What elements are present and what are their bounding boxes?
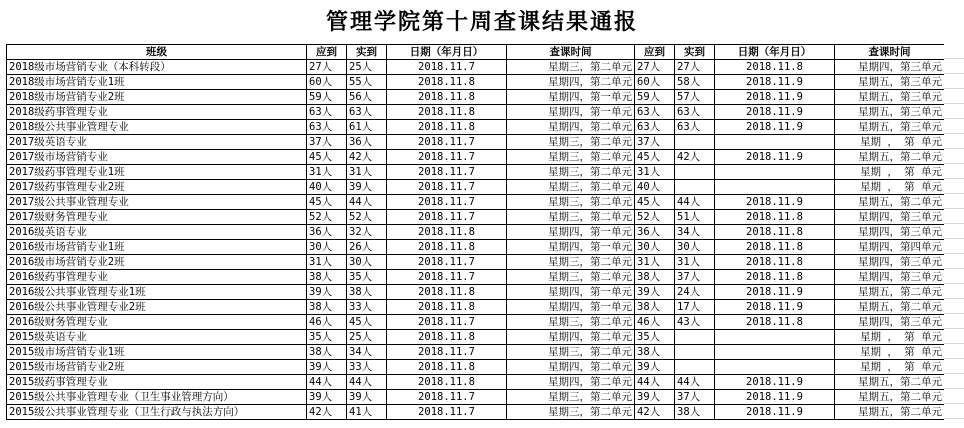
present-cell[interactable]: 33人 xyxy=(347,300,387,315)
date-cell[interactable]: 2018.11.8 xyxy=(387,120,507,135)
expected-cell-2[interactable]: 38人 xyxy=(635,345,675,360)
time-cell[interactable]: 星期三，第二单元 xyxy=(507,255,635,270)
present-cell-2[interactable]: 44人 xyxy=(675,375,715,390)
expected-cell[interactable]: 46人 xyxy=(307,315,347,330)
expected-cell[interactable]: 63人 xyxy=(307,105,347,120)
present-cell-2[interactable] xyxy=(675,360,715,375)
expected-cell-2[interactable]: 38人 xyxy=(635,270,675,285)
present-cell[interactable]: 39人 xyxy=(347,180,387,195)
present-cell-2[interactable]: 27人 xyxy=(675,60,715,75)
class-cell[interactable]: 2015级药事管理专业 xyxy=(7,375,307,390)
present-cell-2[interactable] xyxy=(675,135,715,150)
date-cell[interactable]: 2018.11.8 xyxy=(387,90,507,105)
class-cell[interactable]: 2015级公共事业管理专业（卫生事业管理方向） xyxy=(7,390,307,405)
expected-cell-2[interactable]: 27人 xyxy=(635,60,675,75)
expected-cell[interactable]: 31人 xyxy=(307,165,347,180)
class-cell[interactable]: 2018级市场营销专业2班 xyxy=(7,90,307,105)
present-cell-2[interactable] xyxy=(675,345,715,360)
expected-cell[interactable]: 38人 xyxy=(307,300,347,315)
time-cell[interactable]: 星期四，第二单元 xyxy=(507,375,635,390)
present-cell-2[interactable]: 63人 xyxy=(675,120,715,135)
header-present-1[interactable]: 实到 xyxy=(347,45,387,60)
date-cell-2[interactable]: 2018.11.8 xyxy=(715,270,835,285)
class-cell[interactable]: 2016级财务管理专业 xyxy=(7,315,307,330)
present-cell-2[interactable]: 38人 xyxy=(675,405,715,420)
expected-cell-2[interactable]: 45人 xyxy=(635,150,675,165)
time-cell-2[interactable]: 星期 ， 第 单元 xyxy=(835,180,945,195)
present-cell-2[interactable]: 57人 xyxy=(675,90,715,105)
date-cell-2[interactable]: 2018.11.9 xyxy=(715,405,835,420)
date-cell[interactable]: 2018.11.8 xyxy=(387,105,507,120)
table-row xyxy=(7,210,945,225)
date-cell-2[interactable] xyxy=(715,180,835,195)
class-cell[interactable]: 2017级药事管理专业1班 xyxy=(7,165,307,180)
expected-cell-2[interactable]: 44人 xyxy=(635,375,675,390)
date-cell-2[interactable]: 2018.11.8 xyxy=(715,210,835,225)
class-cell[interactable]: 2018级公共事业管理专业 xyxy=(7,120,307,135)
time-cell[interactable]: 星期三，第二单元 xyxy=(507,60,635,75)
time-cell[interactable]: 星期三，第二单元 xyxy=(507,195,635,210)
table-row xyxy=(7,300,945,315)
date-cell[interactable]: 2018.11.7 xyxy=(387,195,507,210)
expected-cell[interactable]: 27人 xyxy=(307,60,347,75)
date-cell-2[interactable]: 2018.11.8 xyxy=(715,315,835,330)
date-cell[interactable]: 2018.11.7 xyxy=(387,270,507,285)
time-cell-2[interactable]: 星期五，第二单元 xyxy=(835,300,945,315)
expected-cell[interactable]: 37人 xyxy=(307,135,347,150)
expected-cell[interactable]: 39人 xyxy=(307,390,347,405)
expected-cell-2[interactable]: 31人 xyxy=(635,165,675,180)
time-cell-2[interactable]: 星期五，第二单元 xyxy=(835,150,945,165)
expected-cell-2[interactable]: 60人 xyxy=(635,75,675,90)
header-date-1[interactable]: 日期（年月日） xyxy=(387,45,507,60)
present-cell[interactable]: 31人 xyxy=(347,165,387,180)
date-cell-2[interactable] xyxy=(715,360,835,375)
table-row xyxy=(7,390,945,405)
date-cell[interactable]: 2018.11.8 xyxy=(387,330,507,345)
present-cell[interactable]: 32人 xyxy=(347,225,387,240)
date-cell[interactable]: 2018.11.7 xyxy=(387,135,507,150)
time-cell-2[interactable]: 星期四，第四单元 xyxy=(835,240,945,255)
expected-cell[interactable]: 38人 xyxy=(307,270,347,285)
date-cell[interactable]: 2018.11.7 xyxy=(387,150,507,165)
date-cell[interactable]: 2018.11.7 xyxy=(387,345,507,360)
class-cell[interactable]: 2017级财务管理专业 xyxy=(7,210,307,225)
present-cell[interactable]: 36人 xyxy=(347,135,387,150)
expected-cell[interactable]: 45人 xyxy=(307,150,347,165)
class-cell[interactable]: 2018级药事管理专业 xyxy=(7,105,307,120)
date-cell-2[interactable]: 2018.11.9 xyxy=(715,375,835,390)
expected-cell[interactable]: 59人 xyxy=(307,90,347,105)
time-cell-2[interactable]: 星期五，第二单元 xyxy=(835,390,945,405)
time-cell-2[interactable]: 星期四，第三单元 xyxy=(835,315,945,330)
time-cell[interactable]: 星期三，第二单元 xyxy=(507,180,635,195)
expected-cell[interactable]: 36人 xyxy=(307,225,347,240)
expected-cell[interactable]: 42人 xyxy=(307,405,347,420)
class-cell[interactable]: 2015级公共事业管理专业（卫生行政与执法方向） xyxy=(7,405,307,420)
time-cell-2[interactable]: 星期五，第三单元 xyxy=(835,75,945,90)
expected-cell-2[interactable]: 37人 xyxy=(635,135,675,150)
header-time-2[interactable]: 查课时间 xyxy=(835,45,945,60)
present-cell-2[interactable]: 24人 xyxy=(675,285,715,300)
date-cell-2[interactable] xyxy=(715,345,835,360)
time-cell-2[interactable]: 星期四，第三单元 xyxy=(835,270,945,285)
class-cell[interactable]: 2016级英语专业 xyxy=(7,225,307,240)
table-row xyxy=(7,105,945,120)
time-cell[interactable]: 星期四，第一单元 xyxy=(507,300,635,315)
date-cell[interactable]: 2018.11.7 xyxy=(387,180,507,195)
present-cell-2[interactable]: 34人 xyxy=(675,225,715,240)
expected-cell[interactable]: 39人 xyxy=(307,285,347,300)
date-cell-2[interactable]: 2018.11.9 xyxy=(715,285,835,300)
expected-cell[interactable]: 30人 xyxy=(307,240,347,255)
date-cell-2[interactable]: 2018.11.9 xyxy=(715,150,835,165)
present-cell-2[interactable] xyxy=(675,165,715,180)
class-cell[interactable]: 2016级药事管理专业 xyxy=(7,270,307,285)
present-cell-2[interactable]: 58人 xyxy=(675,75,715,90)
class-cell[interactable]: 2017级市场营销专业 xyxy=(7,150,307,165)
present-cell-2[interactable]: 43人 xyxy=(675,315,715,330)
time-cell[interactable]: 星期四，第一单元 xyxy=(507,90,635,105)
expected-cell[interactable]: 31人 xyxy=(307,255,347,270)
date-cell-2[interactable]: 2018.11.9 xyxy=(715,195,835,210)
expected-cell-2[interactable]: 42人 xyxy=(635,405,675,420)
expected-cell[interactable]: 39人 xyxy=(307,360,347,375)
present-cell[interactable]: 56人 xyxy=(347,90,387,105)
time-cell-2[interactable]: 星期 ， 第 单元 xyxy=(835,360,945,375)
expected-cell-2[interactable]: 36人 xyxy=(635,225,675,240)
class-cell[interactable]: 2017级药事管理专业2班 xyxy=(7,180,307,195)
present-cell-2[interactable]: 44人 xyxy=(675,195,715,210)
present-cell[interactable]: 44人 xyxy=(347,195,387,210)
table-row xyxy=(7,60,945,75)
table-row xyxy=(7,285,945,300)
expected-cell-2[interactable]: 46人 xyxy=(635,315,675,330)
table-row xyxy=(7,315,945,330)
time-cell[interactable]: 星期三，第二单元 xyxy=(507,345,635,360)
present-cell-2[interactable]: 37人 xyxy=(675,270,715,285)
present-cell[interactable]: 25人 xyxy=(347,330,387,345)
time-cell-2[interactable]: 星期五，第三单元 xyxy=(835,120,945,135)
time-cell[interactable]: 星期三，第二单元 xyxy=(507,390,635,405)
table-row xyxy=(7,360,945,375)
time-cell[interactable]: 星期四，第一单元 xyxy=(507,225,635,240)
present-cell-2[interactable] xyxy=(675,180,715,195)
table-row xyxy=(7,195,945,210)
expected-cell[interactable]: 52人 xyxy=(307,210,347,225)
time-cell-2[interactable]: 星期四，第三单元 xyxy=(835,210,945,225)
time-cell-2[interactable]: 星期四，第三单元 xyxy=(835,225,945,240)
present-cell[interactable]: 63人 xyxy=(347,105,387,120)
time-cell[interactable]: 星期四，第一单元 xyxy=(507,285,635,300)
table-body xyxy=(7,60,945,420)
expected-cell[interactable]: 40人 xyxy=(307,180,347,195)
date-cell[interactable]: 2018.11.7 xyxy=(387,315,507,330)
table-row xyxy=(7,270,945,285)
class-cell[interactable]: 2018级市场营销专业1班 xyxy=(7,75,307,90)
expected-cell[interactable]: 63人 xyxy=(307,120,347,135)
present-cell[interactable]: 55人 xyxy=(347,75,387,90)
time-cell[interactable]: 星期三，第二单元 xyxy=(507,210,635,225)
date-cell-2[interactable]: 2018.11.8 xyxy=(715,60,835,75)
table-row xyxy=(7,345,945,360)
present-cell-2[interactable] xyxy=(675,330,715,345)
date-cell-2[interactable]: 2018.11.9 xyxy=(715,120,835,135)
date-cell[interactable]: 2018.11.8 xyxy=(387,225,507,240)
class-cell[interactable]: 2017级英语专业 xyxy=(7,135,307,150)
expected-cell[interactable]: 44人 xyxy=(307,375,347,390)
expected-cell-2[interactable]: 40人 xyxy=(635,180,675,195)
time-cell-2[interactable]: 星期五，第二单元 xyxy=(835,285,945,300)
expected-cell-2[interactable]: 39人 xyxy=(635,285,675,300)
header-expected-2[interactable]: 应到 xyxy=(635,45,675,60)
time-cell[interactable]: 星期四，第一单元 xyxy=(507,105,635,120)
present-cell-2[interactable]: 31人 xyxy=(675,255,715,270)
present-cell[interactable]: 41人 xyxy=(347,405,387,420)
present-cell[interactable]: 26人 xyxy=(347,240,387,255)
present-cell[interactable]: 25人 xyxy=(347,60,387,75)
expected-cell-2[interactable]: 30人 xyxy=(635,240,675,255)
present-cell[interactable]: 52人 xyxy=(347,210,387,225)
time-cell-2[interactable]: 星期四，第三单元 xyxy=(835,60,945,75)
date-cell-2[interactable]: 2018.11.9 xyxy=(715,75,835,90)
table-row xyxy=(7,225,945,240)
table-row xyxy=(7,135,945,150)
time-cell-2[interactable]: 星期 ， 第 单元 xyxy=(835,345,945,360)
expected-cell-2[interactable]: 39人 xyxy=(635,360,675,375)
time-cell[interactable]: 星期四，第二单元 xyxy=(507,360,635,375)
date-cell-2[interactable]: 2018.11.9 xyxy=(715,105,835,120)
expected-cell[interactable]: 35人 xyxy=(307,330,347,345)
table-row xyxy=(7,165,945,180)
date-cell-2[interactable]: 2018.11.9 xyxy=(715,390,835,405)
sheet-gridlines xyxy=(944,44,964,428)
table-row xyxy=(7,330,945,345)
date-cell[interactable]: 2018.11.7 xyxy=(387,390,507,405)
table-row xyxy=(7,240,945,255)
expected-cell[interactable]: 38人 xyxy=(307,345,347,360)
class-cell[interactable]: 2015级英语专业 xyxy=(7,330,307,345)
time-cell[interactable]: 星期四，第二单元 xyxy=(507,120,635,135)
date-cell-2[interactable] xyxy=(715,135,835,150)
present-cell-2[interactable]: 30人 xyxy=(675,240,715,255)
time-cell-2[interactable]: 星期 ， 第 单元 xyxy=(835,135,945,150)
time-cell[interactable]: 星期四，第二单元 xyxy=(507,75,635,90)
date-cell[interactable]: 2018.11.8 xyxy=(387,285,507,300)
class-cell[interactable]: 2015级市场营销专业1班 xyxy=(7,345,307,360)
date-cell[interactable]: 2018.11.7 xyxy=(387,255,507,270)
expected-cell-2[interactable]: 59人 xyxy=(635,90,675,105)
present-cell-2[interactable]: 51人 xyxy=(675,210,715,225)
table-row xyxy=(7,120,945,135)
time-cell[interactable]: 星期三，第二单元 xyxy=(507,405,635,420)
present-cell[interactable]: 35人 xyxy=(347,270,387,285)
present-cell-2[interactable]: 37人 xyxy=(675,390,715,405)
present-cell[interactable]: 39人 xyxy=(347,390,387,405)
date-cell-2[interactable] xyxy=(715,330,835,345)
time-cell[interactable]: 星期四，第二单元 xyxy=(507,330,635,345)
header-date-2[interactable]: 日期（年月日） xyxy=(715,45,835,60)
report-title: 管理学院第十周查课结果通报 xyxy=(325,9,638,35)
expected-cell-2[interactable]: 31人 xyxy=(635,255,675,270)
table-row xyxy=(7,375,945,390)
present-cell[interactable]: 44人 xyxy=(347,375,387,390)
date-cell[interactable]: 2018.11.7 xyxy=(387,60,507,75)
table-row xyxy=(7,255,945,270)
expected-cell[interactable]: 60人 xyxy=(307,75,347,90)
expected-cell-2[interactable]: 39人 xyxy=(635,390,675,405)
present-cell[interactable]: 61人 xyxy=(347,120,387,135)
date-cell-2[interactable]: 2018.11.9 xyxy=(715,90,835,105)
present-cell[interactable]: 42人 xyxy=(347,150,387,165)
table-row xyxy=(7,75,945,90)
time-cell[interactable]: 星期三，第二单元 xyxy=(507,315,635,330)
time-cell[interactable]: 星期三，第二单元 xyxy=(507,165,635,180)
date-cell-2[interactable]: 2018.11.8 xyxy=(715,225,835,240)
time-cell-2[interactable]: 星期五，第二单元 xyxy=(835,375,945,390)
date-cell[interactable]: 2018.11.7 xyxy=(387,210,507,225)
expected-cell-2[interactable]: 38人 xyxy=(635,300,675,315)
table-row xyxy=(7,90,945,105)
class-cell[interactable]: 2015级市场营销专业2班 xyxy=(7,360,307,375)
date-cell[interactable]: 2018.11.7 xyxy=(387,165,507,180)
class-cell[interactable]: 2016级公共事业管理专业2班 xyxy=(7,300,307,315)
time-cell[interactable]: 星期四，第一单元 xyxy=(507,240,635,255)
header-time-1[interactable]: 查课时间 xyxy=(507,45,635,60)
expected-cell[interactable]: 45人 xyxy=(307,195,347,210)
time-cell-2[interactable]: 星期五，第二单元 xyxy=(835,405,945,420)
class-cell[interactable]: 2018级市场营销专业（本科转段） xyxy=(7,60,307,75)
date-cell-2[interactable]: 2018.11.8 xyxy=(715,255,835,270)
date-cell[interactable]: 2018.11.8 xyxy=(387,240,507,255)
time-cell[interactable]: 星期三，第二单元 xyxy=(507,135,635,150)
time-cell-2[interactable]: 星期五，第二单元 xyxy=(835,195,945,210)
date-cell-2[interactable]: 2018.11.8 xyxy=(715,240,835,255)
header-present-2[interactable]: 实到 xyxy=(675,45,715,60)
expected-cell-2[interactable]: 35人 xyxy=(635,330,675,345)
class-cell[interactable]: 2016级公共事业管理专业1班 xyxy=(7,285,307,300)
table-row xyxy=(7,180,945,195)
present-cell-2[interactable]: 42人 xyxy=(675,150,715,165)
inspection-table xyxy=(6,44,945,420)
time-cell-2[interactable]: 星期五，第三单元 xyxy=(835,90,945,105)
present-cell-2[interactable]: 63人 xyxy=(675,105,715,120)
expected-cell-2[interactable]: 63人 xyxy=(635,120,675,135)
date-cell[interactable]: 2018.11.7 xyxy=(387,405,507,420)
present-cell[interactable]: 45人 xyxy=(347,315,387,330)
date-cell[interactable]: 2018.11.8 xyxy=(387,360,507,375)
present-cell-2[interactable]: 17人 xyxy=(675,300,715,315)
time-cell-2[interactable]: 星期 ， 第 单元 xyxy=(835,330,945,345)
header-class[interactable]: 班级 xyxy=(7,45,307,60)
date-cell[interactable]: 2018.11.8 xyxy=(387,375,507,390)
time-cell[interactable]: 星期三，第二单元 xyxy=(507,270,635,285)
date-cell[interactable]: 2018.11.8 xyxy=(387,75,507,90)
class-cell[interactable]: 2016级市场营销专业1班 xyxy=(7,240,307,255)
class-cell[interactable]: 2016级市场营销专业2班 xyxy=(7,255,307,270)
class-cell[interactable]: 2017级公共事业管理专业 xyxy=(7,195,307,210)
date-cell-2[interactable] xyxy=(715,165,835,180)
time-cell-2[interactable]: 星期四，第三单元 xyxy=(835,255,945,270)
header-row xyxy=(7,45,945,60)
present-cell[interactable]: 34人 xyxy=(347,345,387,360)
present-cell[interactable]: 33人 xyxy=(347,360,387,375)
table-row xyxy=(7,405,945,420)
expected-cell-2[interactable]: 52人 xyxy=(635,210,675,225)
expected-cell-2[interactable]: 45人 xyxy=(635,195,675,210)
date-cell[interactable]: 2018.11.8 xyxy=(387,300,507,315)
present-cell[interactable]: 30人 xyxy=(347,255,387,270)
table-row xyxy=(7,150,945,165)
expected-cell-2[interactable]: 63人 xyxy=(635,105,675,120)
present-cell[interactable]: 38人 xyxy=(347,285,387,300)
header-expected-1[interactable]: 应到 xyxy=(307,45,347,60)
time-cell-2[interactable]: 星期 ， 第 单元 xyxy=(835,165,945,180)
time-cell[interactable]: 星期三，第二单元 xyxy=(507,150,635,165)
date-cell-2[interactable]: 2018.11.9 xyxy=(715,300,835,315)
time-cell-2[interactable]: 星期五，第三单元 xyxy=(835,105,945,120)
